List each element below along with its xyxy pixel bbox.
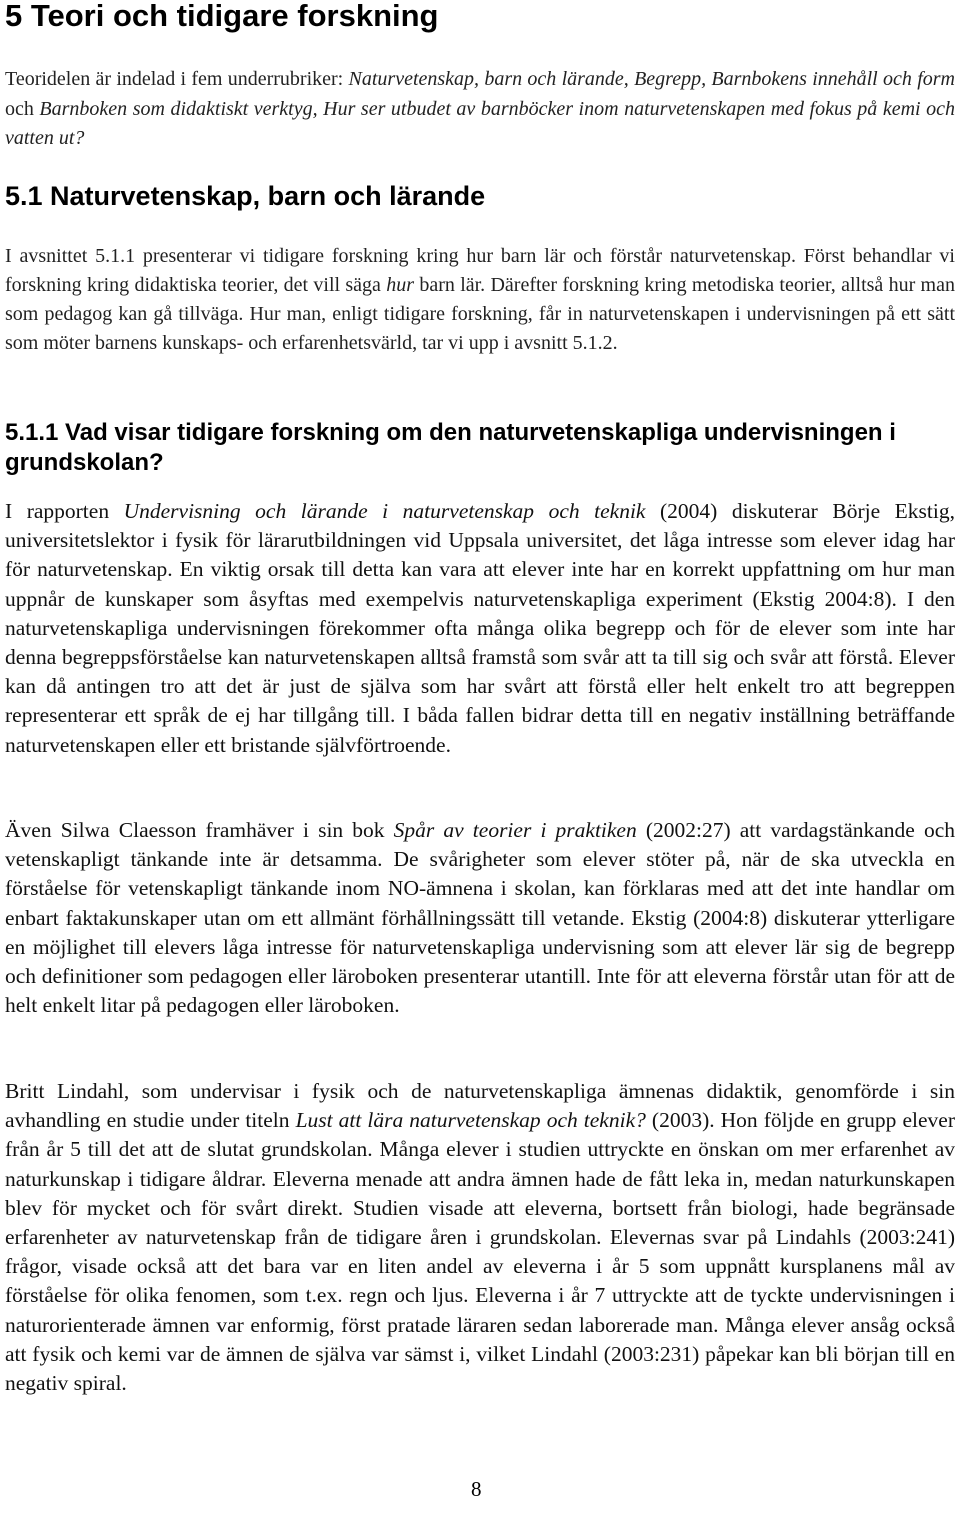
intro-text: Teoridelen är indelad i fem underrubriker: <box>5 68 349 90</box>
intro-italic-topics: Naturvetenskap, barn och lärande, Begrepp, Barnbokens innehåll och form <box>348 68 955 90</box>
para2-text: Även Silwa Claesson framhäver i sin bok <box>5 818 394 842</box>
section-heading-5: 5 Teori och tidigare forskning <box>5 0 439 33</box>
paragraph-ekstig <box>5 497 955 760</box>
para1-text-2: (2004) diskuterar Börje Ekstig, universitetslektor i fysik för lärarutbildningen vid Uppsala universitet, det låga intresse som elever idag har för naturvetenskap. En viktig orsak till detta kan vara att elever inte har en korrekt uppfattning om hur man uppnår de kunskaper som åsyftas med exempelvis naturvetenskapliga experiment (Ekstig 2004:8). I den naturvetenskapliga undervisningen förekommer ofta många olika begrepp och för de elever som inte har denna begreppsförståelse kan naturvetenskapen alltså framstå som svår att ta till sig och svår att förstå. Elever kan då antingen tro att det är just de själva som har svårt att förstå eller helt enkelt tro att begreppen representerar ett språk de ej har tillgång till. I båda fallen bidrar detta till en negativ inställning beträffande naturvetenskapen eller ett bristande självförtroende. <box>5 499 955 757</box>
s51-text-2: barn lär. Därefter forskning kring metodiska teorier, alltså hur man som pedagog kan gå tillväga. Hur man, enligt tidigare forskning, får in naturvetenskapen i undervisningen på ett sätt som möter barnens kunskaps- och erfarenhetsvärld, tar vi upp i avsnitt 5.1.2. <box>5 274 955 354</box>
para1-report-title: Undervisning och lärande i naturvetenskap och teknik <box>123 499 646 523</box>
intro-text-2: och <box>5 97 40 120</box>
paragraph-lindahl <box>5 1077 955 1398</box>
s51-text: I avsnittet 5.1.1 presenterar vi tidigare forskning kring hur barn lär och förstår naturvetenskap. Först behandlar vi forskning kring didaktiska teorier, det vill säga <box>5 245 955 296</box>
section-heading-5-1: 5.1 Naturvetenskap, barn och lärande <box>5 181 486 211</box>
intro-italic-topics-2: Barnboken som didaktiskt verktyg, Hur ser utbudet av barnböcker inom naturvetenskapen med fokus på kemi och vatten ut? <box>5 97 955 149</box>
intro-paragraph <box>5 65 955 154</box>
paragraph-claesson <box>5 816 955 1020</box>
para2-book-title: Spår av teorier i praktiken <box>393 818 637 842</box>
para3-thesis-title: Lust att lära naturvetenskap och teknik? <box>295 1108 646 1133</box>
page-number: 8 <box>471 1477 482 1501</box>
para3-text-2: (2003). Hon följde en grupp elever från år 5 till det att de slutat grundskolan. Många elever i studien uttryckte en önskan om mer erfarenhet av naturkunskap i tidigare åldrar. Eleverna menade att andra ämnen hade de fått leka in, medan naturkunskapen blev för mycket och för svårt direkt. Studien visade att eleverna, bortsett från biologi, hade begränsade erfarenheter av naturvetenskap från de tidigare åren i grundskolan. Elevernas svar på Lindahls (2003:241) frågor, visade också att det bara var en liten andel av eleverna i år 5 som uppnått kursplanens mål av förståelse för olika fenomen, som t.ex. regn och ljus. Eleverna i år 7 uttryckte att de tyckte undervisningen i naturorienterade ämnen var enformig, först pratade läraren sedan laborerade man. Många elever ansåg också att fysik och kemi var de ämnen de själva var sämst i, vilket Lindahl (2003:231) påpekar kan bli början till en negativ spiral. <box>5 1108 955 1396</box>
para1-text: I rapporten <box>5 499 124 523</box>
section-heading-5-1-1: 5.1.1 Vad visar tidigare forskning om den naturvetenskapliga undervisningen i grundskolan? <box>5 419 896 476</box>
s51-italic-hur: hur <box>386 274 415 296</box>
section-5-1-paragraph <box>5 242 955 358</box>
para3-text: Britt Lindahl, som undervisar i fysik och de naturvetenskapliga ämnenas didaktik, genomförde i sin avhandling en studie under titeln <box>5 1079 955 1133</box>
para2-text-2: (2002:27) att vardagstänkande och vetenskapligt tänkande inte är detsamma. De svårigheter som elever stöter på, när de ska utveckla en förståelse för vetenskapligt tänkande inom NO-ämnena i skolan, kan förklaras med att det inte handlar om enbart faktakunskaper utan om ett allmänt förhållningssätt till vetande. Ekstig (2004:8) diskuterar ytterligare en möjlighet till elevers låga intresse för naturvetenskapliga undervisning som att elever lär sig de begrepp och definitioner som pedagogen eller läroboken presenterar utantill. Inte för att eleverna förstår utan för att de helt enkelt litar på pedagogen eller läroboken. <box>5 818 955 1018</box>
